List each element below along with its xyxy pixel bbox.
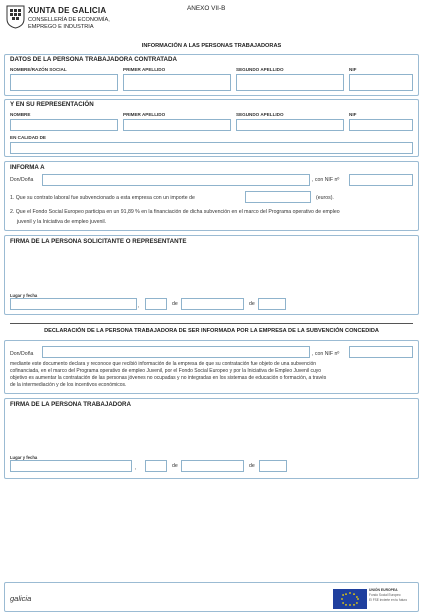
decl-nombre-input[interactable] <box>42 346 310 358</box>
label-nombre-razon: NOMBRE/RAZÓN SOCIAL <box>10 67 67 72</box>
lugar-fecha-label: Lugar y fecha <box>10 455 38 460</box>
org-name: XUNTA DE GALICIA <box>28 6 107 15</box>
calidad-input[interactable] <box>10 142 413 154</box>
comma: , <box>138 303 140 309</box>
repr-segundo-apellido-input[interactable] <box>236 119 344 131</box>
item1-text: 1. Que su contrato laboral fue subvencionado a esta empresa con un importe de <box>10 195 195 201</box>
dept-line1: CONSELLERÍA DE ECONOMÍA, <box>28 17 110 23</box>
eu-line3: El FSE invierte en tu futuro <box>369 598 408 602</box>
firma1-ano-input[interactable] <box>258 298 286 310</box>
firma2-ano-input[interactable] <box>259 460 287 472</box>
decl-para-line4: de la intermediación y de los incentivos económicos. <box>10 382 127 388</box>
declaracion-title: DECLARACIÓN DE LA PERSONA TRABAJADORA DE SER INFORMADA POR LA EMPRESA DE LA SUBVENCIÓN CONCEDIDA <box>44 328 379 334</box>
informa-nif-input[interactable] <box>349 174 413 186</box>
decl-nif-input[interactable] <box>349 346 413 358</box>
lugar-fecha-label: Lugar y fecha <box>10 293 38 298</box>
annex-label: ANEXO VII-B <box>187 5 226 12</box>
label-calidad: EN CALIDAD DE <box>10 135 46 140</box>
firma2-mes-input[interactable] <box>181 460 244 472</box>
dept-line2: EMPREGO E INDUSTRIA <box>28 24 94 30</box>
galicia-text: galicia <box>10 594 32 603</box>
galicia-logo <box>10 594 31 603</box>
firma1-mes-input[interactable] <box>181 298 244 310</box>
label-primer-apellido: PRIMER APELLIDO <box>123 67 166 72</box>
section-title-firma2: FIRMA DE LA PERSONA TRABAJADORA <box>10 401 131 408</box>
firma1-lugar-input[interactable] <box>10 298 140 310</box>
firma1-dia-input[interactable] <box>145 298 167 310</box>
repr-primer-apellido-input[interactable] <box>123 119 231 131</box>
xunta-logo-icon <box>6 5 25 29</box>
eu-flag-icon <box>333 589 367 609</box>
label-nif: NIF <box>349 67 357 72</box>
firma2-lugar-input[interactable] <box>10 460 132 472</box>
de-label: de <box>249 301 255 307</box>
item1-euros: (euros). <box>316 195 334 201</box>
segundo-apellido-input[interactable] <box>236 74 344 91</box>
label-repr-segundo-apellido: SEGUNDO APELLIDO <box>236 112 284 117</box>
decl-para-line2: cofinanciada, en el marco del Programa operativo de empleo Juvenil, por el Fondo Social Europeo y por la Iniciativa de Empleo Juvenil cuyo <box>10 368 322 374</box>
de-label: de <box>172 463 178 469</box>
label-decl-don-dona: Don/Doña <box>10 351 34 357</box>
item2-line1: 2. Que el Fondo Social Europeo participa en un 91,89 % en la financiación de dicha subvención en el marco del Programa operativo de empleo <box>10 209 340 215</box>
eu-line2: Fondo Social Europeo <box>369 593 401 597</box>
item2-line2: juvenil y la Iniciativa de empleo juvenil. <box>17 219 107 225</box>
eu-line1: UNIÓN EUROPEA <box>369 588 398 592</box>
de-label: de <box>249 463 255 469</box>
de-label: de <box>172 301 178 307</box>
comma: , <box>135 465 137 471</box>
label-repr-primer-apellido: PRIMER APELLIDO <box>123 112 166 117</box>
main-title: INFORMACIÓN A LAS PERSONAS TRABAJADORAS <box>141 43 282 49</box>
label-nombre: NOMBRE <box>10 112 31 117</box>
nif-input[interactable] <box>349 74 413 91</box>
repr-nif-input[interactable] <box>349 119 413 131</box>
section-title-informa: INFORMA A <box>10 164 45 171</box>
informa-nombre-input[interactable] <box>42 174 310 186</box>
primer-apellido-input[interactable] <box>123 74 231 91</box>
repr-nombre-input[interactable] <box>10 119 118 131</box>
label-don-dona: Don/Doña <box>10 177 34 183</box>
label-con-nif: , con NIF nº <box>312 177 340 183</box>
section-title-repr: Y EN SU REPRESENTACIÓN <box>10 101 94 108</box>
decl-para-line1: mediante este documento declara y reconoce que recibió información de la empresa de que su contratación fue objeto de una subvención <box>10 361 317 367</box>
label-decl-con-nif: , con NIF nº <box>312 351 340 357</box>
section-title-firma1: FIRMA DE LA PERSONA SOLICITANTE O REPRESENTANTE <box>10 238 187 245</box>
section-title-datos: DATOS DE LA PERSONA TRABAJADORA CONTRATADA <box>10 56 177 63</box>
nombre-razon-input[interactable] <box>10 74 118 91</box>
label-repr-nif: NIF <box>349 112 357 117</box>
label-segundo-apellido: SEGUNDO APELLIDO <box>236 67 284 72</box>
title2-divider-top <box>10 323 413 324</box>
decl-para-line3: objetivo es aumentar la contratación de las personas jóvenes no ocupadas y no integradas en los sistemas de educación o formación, a través <box>10 375 327 381</box>
firma2-dia-input[interactable] <box>145 460 167 472</box>
importe-input[interactable] <box>245 191 311 203</box>
